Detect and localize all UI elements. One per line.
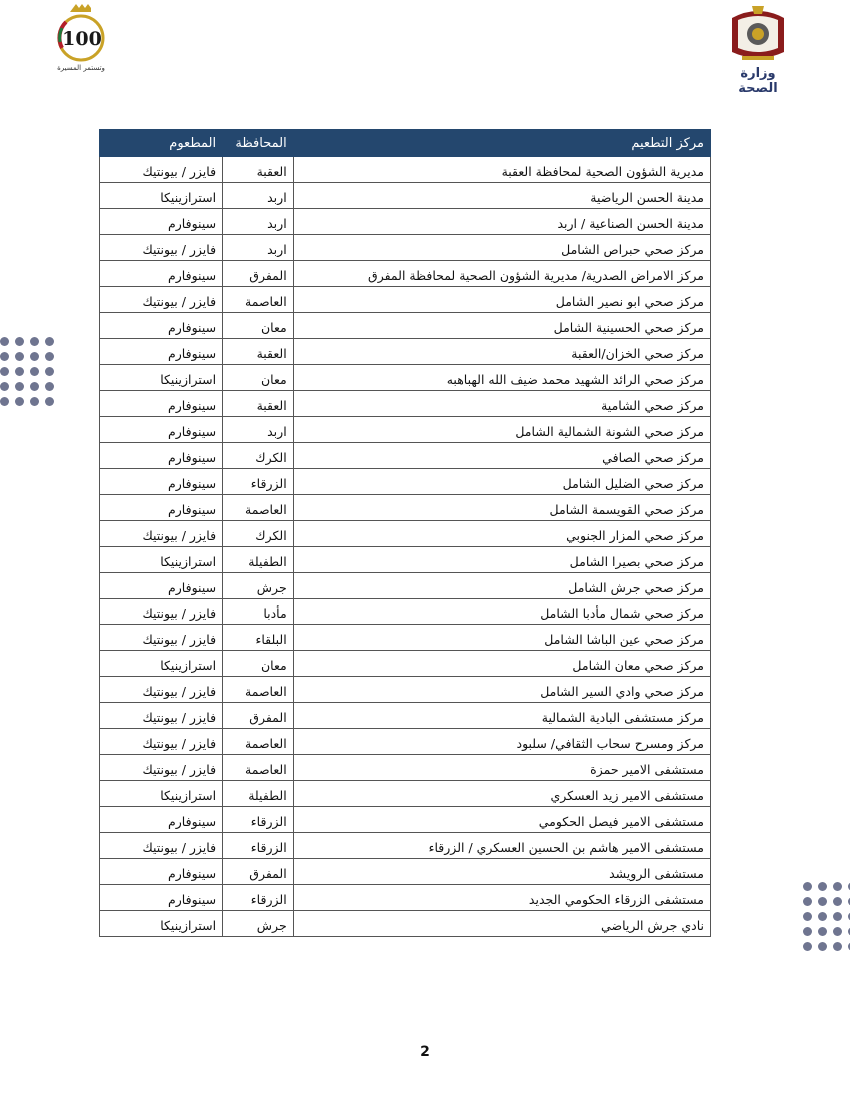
- cell-center: مركز صحي الصافي: [293, 443, 710, 469]
- centennial-number: 100: [62, 28, 102, 50]
- cell-vaccine: سينوفارم: [100, 859, 223, 885]
- cell-center: مستشفى الزرقاء الحكومي الجديد: [293, 885, 710, 911]
- cell-vaccine: فايزر / بيونتيك: [100, 235, 223, 261]
- cell-vaccine: فايزر / بيونتيك: [100, 677, 223, 703]
- cell-vaccine: سينوفارم: [100, 313, 223, 339]
- cell-center: مركز صحي بصيرا الشامل: [293, 547, 710, 573]
- cell-governorate: اربد: [223, 417, 294, 443]
- table-row: [100, 469, 711, 495]
- cell-vaccine: سينوفارم: [100, 495, 223, 521]
- table-row: [100, 157, 711, 183]
- table-row: [100, 703, 711, 729]
- table-row: [100, 599, 711, 625]
- decorative-dots-right: [803, 882, 850, 952]
- cell-center: مركز صحي حبراص الشامل: [293, 235, 710, 261]
- cell-governorate: المفرق: [223, 703, 294, 729]
- table-body: [100, 157, 711, 937]
- cell-vaccine: سينوفارم: [100, 573, 223, 599]
- cell-vaccine: استرازينيكا: [100, 911, 223, 937]
- table-row: [100, 365, 711, 391]
- cell-governorate: الطفيلة: [223, 781, 294, 807]
- decorative-dots-left: [0, 337, 55, 407]
- table-row: [100, 183, 711, 209]
- cell-governorate: الزرقاء: [223, 885, 294, 911]
- table-header-row: [100, 130, 711, 157]
- cell-center: مركز صحي ابو نصير الشامل: [293, 287, 710, 313]
- cell-vaccine: استرازينيكا: [100, 365, 223, 391]
- cell-governorate: الطفيلة: [223, 547, 294, 573]
- cell-center: مركز الامراض الصدرية/ مديرية الشؤون الصحية لمحافظة المفرق: [293, 261, 710, 287]
- cell-vaccine: سينوفارم: [100, 807, 223, 833]
- table-row: [100, 495, 711, 521]
- cell-governorate: الكرك: [223, 521, 294, 547]
- table-row: [100, 391, 711, 417]
- cell-center: مركز صحي جرش الشامل: [293, 573, 710, 599]
- cell-center: مركز صحي عين الباشا الشامل: [293, 625, 710, 651]
- table-row: [100, 443, 711, 469]
- table-row: [100, 235, 711, 261]
- cell-center: نادي جرش الرياضي: [293, 911, 710, 937]
- cell-center: مديرية الشؤون الصحية لمحافظة العقبة: [293, 157, 710, 183]
- cell-governorate: العاصمة: [223, 287, 294, 313]
- cell-center: مركز صحي الشامية: [293, 391, 710, 417]
- cell-governorate: الزرقاء: [223, 469, 294, 495]
- cell-center: مركز صحي معان الشامل: [293, 651, 710, 677]
- table-row: [100, 859, 711, 885]
- table-row: [100, 755, 711, 781]
- cell-center: مركز مستشفى البادية الشمالية: [293, 703, 710, 729]
- column-header-governorate: المحافظة: [223, 130, 294, 157]
- cell-governorate: العاصمة: [223, 729, 294, 755]
- cell-vaccine: فايزر / بيونتيك: [100, 157, 223, 183]
- cell-center: مركز صحي الخزان/العقبة: [293, 339, 710, 365]
- cell-vaccine: سينوفارم: [100, 885, 223, 911]
- cell-governorate: العقبة: [223, 157, 294, 183]
- cell-governorate: الزرقاء: [223, 807, 294, 833]
- cell-vaccine: فايزر / بيونتيك: [100, 755, 223, 781]
- cell-vaccine: فايزر / بيونتيك: [100, 625, 223, 651]
- centennial-tagline: وتستمر المسيرة: [57, 64, 105, 72]
- column-header-center: مركز التطعيم: [293, 130, 710, 157]
- cell-vaccine: فايزر / بيونتيك: [100, 521, 223, 547]
- cell-vaccine: استرازينيكا: [100, 547, 223, 573]
- cell-center: مدينة الحسن الرياضية: [293, 183, 710, 209]
- table-row: [100, 261, 711, 287]
- table-row: [100, 625, 711, 651]
- cell-governorate: العاصمة: [223, 495, 294, 521]
- cell-governorate: العاصمة: [223, 755, 294, 781]
- cell-vaccine: سينوفارم: [100, 417, 223, 443]
- cell-governorate: مأدبا: [223, 599, 294, 625]
- cell-vaccine: فايزر / بيونتيك: [100, 729, 223, 755]
- cell-center: مستشفى الامير فيصل الحكومي: [293, 807, 710, 833]
- table-row: [100, 677, 711, 703]
- cell-center: مركز صحي الحسينية الشامل: [293, 313, 710, 339]
- cell-vaccine: سينوفارم: [100, 443, 223, 469]
- cell-vaccine: فايزر / بيونتيك: [100, 833, 223, 859]
- table-row: [100, 781, 711, 807]
- table-row: [100, 339, 711, 365]
- table-row: [100, 417, 711, 443]
- cell-center: مركز صحي الشونة الشمالية الشامل: [293, 417, 710, 443]
- cell-governorate: العقبة: [223, 391, 294, 417]
- cell-vaccine: استرازينيكا: [100, 651, 223, 677]
- cell-vaccine: سينوفارم: [100, 391, 223, 417]
- cell-governorate: معان: [223, 365, 294, 391]
- cell-vaccine: فايزر / بيونتيك: [100, 703, 223, 729]
- page-number: 2: [420, 1044, 430, 1060]
- centennial-emblem-icon: [48, 2, 114, 64]
- cell-center: مركز صحي وادي السير الشامل: [293, 677, 710, 703]
- table-row: [100, 885, 711, 911]
- table-row: [100, 313, 711, 339]
- coat-of-arms-icon: [722, 0, 794, 64]
- cell-center: مستشفى الرويشد: [293, 859, 710, 885]
- cell-governorate: العاصمة: [223, 677, 294, 703]
- cell-vaccine: سينوفارم: [100, 469, 223, 495]
- cell-center: مستشفى الامير حمزة: [293, 755, 710, 781]
- cell-governorate: المفرق: [223, 859, 294, 885]
- table-row: [100, 833, 711, 859]
- cell-center: مستشفى الامير هاشم بن الحسين العسكري / الزرقاء: [293, 833, 710, 859]
- cell-governorate: معان: [223, 313, 294, 339]
- cell-vaccine: استرازينيكا: [100, 183, 223, 209]
- centennial-logo: [48, 2, 114, 80]
- cell-vaccine: سينوفارم: [100, 339, 223, 365]
- ministry-name: وزارة الصحة: [738, 66, 778, 96]
- cell-governorate: اربد: [223, 183, 294, 209]
- table-row: [100, 287, 711, 313]
- table-row: [100, 911, 711, 937]
- vaccination-centers-table: [99, 129, 711, 937]
- table-row: [100, 651, 711, 677]
- cell-vaccine: سينوفارم: [100, 209, 223, 235]
- cell-governorate: اربد: [223, 235, 294, 261]
- cell-governorate: معان: [223, 651, 294, 677]
- table-row: [100, 807, 711, 833]
- table-row: [100, 521, 711, 547]
- cell-center: مستشفى الامير زيد العسكري: [293, 781, 710, 807]
- cell-vaccine: سينوفارم: [100, 261, 223, 287]
- cell-center: مركز صحي المزار الجنوبي: [293, 521, 710, 547]
- cell-governorate: الكرك: [223, 443, 294, 469]
- ministry-logo: [722, 0, 794, 96]
- cell-center: مدينة الحسن الصناعية / اربد: [293, 209, 710, 235]
- cell-governorate: البلقاء: [223, 625, 294, 651]
- cell-governorate: جرش: [223, 573, 294, 599]
- column-header-vaccine: المطعوم: [100, 130, 223, 157]
- cell-vaccine: فايزر / بيونتيك: [100, 287, 223, 313]
- cell-governorate: العقبة: [223, 339, 294, 365]
- cell-center: مركز صحي الضليل الشامل: [293, 469, 710, 495]
- cell-vaccine: استرازينيكا: [100, 781, 223, 807]
- cell-center: مركز صحي القويسمة الشامل: [293, 495, 710, 521]
- cell-governorate: اربد: [223, 209, 294, 235]
- cell-vaccine: فايزر / بيونتيك: [100, 599, 223, 625]
- cell-center: مركز ومسرح سحاب الثقافي/ سلبود: [293, 729, 710, 755]
- cell-governorate: جرش: [223, 911, 294, 937]
- cell-governorate: المفرق: [223, 261, 294, 287]
- table-row: [100, 573, 711, 599]
- table-row: [100, 729, 711, 755]
- cell-center: مركز صحي الرائد الشهيد محمد ضيف الله الهباهبه: [293, 365, 710, 391]
- cell-governorate: الزرقاء: [223, 833, 294, 859]
- table-row: [100, 209, 711, 235]
- cell-center: مركز صحي شمال مأدبا الشامل: [293, 599, 710, 625]
- table-row: [100, 547, 711, 573]
